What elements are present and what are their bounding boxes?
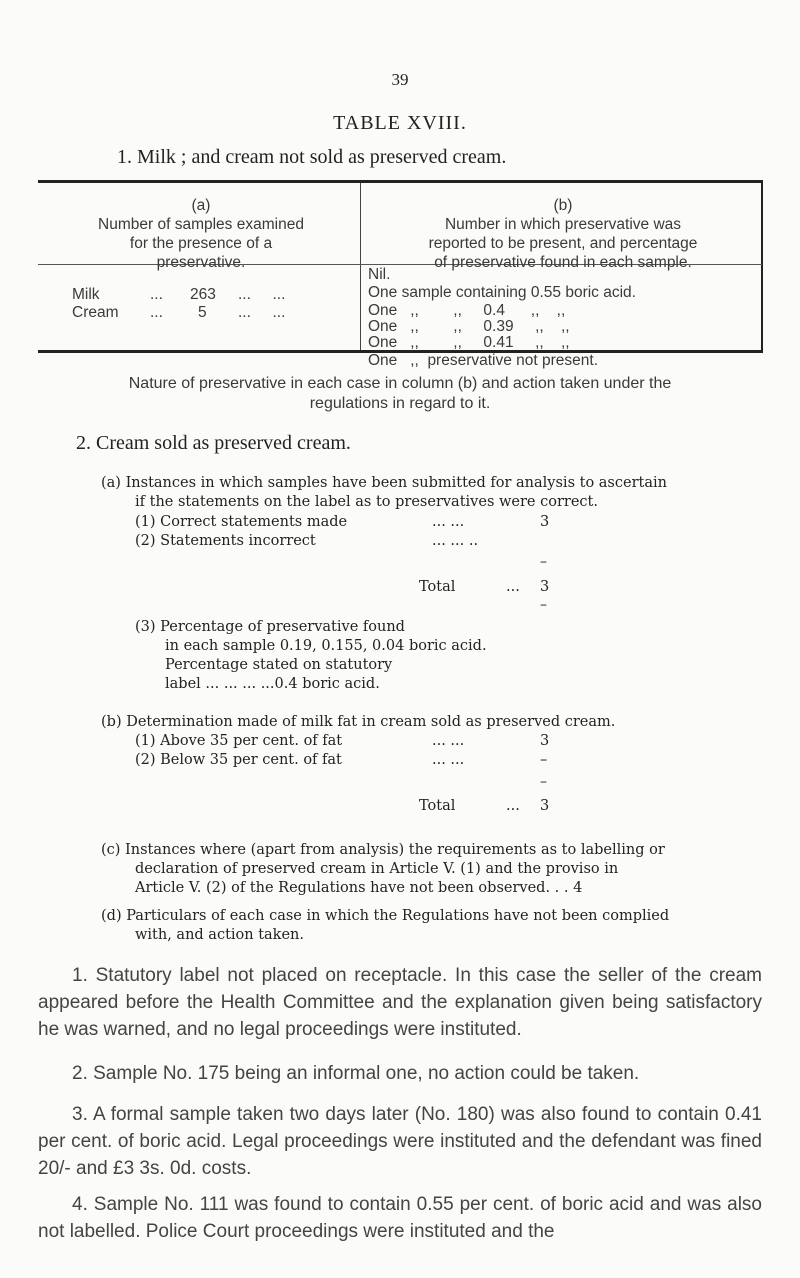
item-b2-dots: ... ...: [432, 752, 465, 768]
section2-heading: 2. Cream sold as preserved cream.: [76, 432, 351, 454]
row-milk-dots: ...: [150, 286, 163, 303]
row-b-4: One ,, ,, 0.41 ,, ,,: [368, 334, 570, 351]
item-b1-value: 3: [540, 733, 550, 749]
item-a3: (3) Percentage of preservative found in each sample 0.19, 0.155, 0.04 boric acid. Percentage stated on statutory label ... ... ... ...0.4 boric acid.: [135, 619, 487, 692]
row-b-1: One sample containing 0.55 boric acid.: [368, 284, 636, 301]
row-cream-label: Cream: [72, 304, 119, 321]
item-a-total-label: Total: [419, 579, 456, 595]
paragraph-3: 3. A formal sample taken two days later (No. 180) was also found to contain 0.41 per cent. of boric acid. Legal proceedings were instituted and the defendant was fined 20/- and £3 3s. 0d. costs.: [38, 1104, 762, 1179]
row-cream-dots: ...: [150, 304, 163, 321]
item-b-total-dots: ...: [506, 798, 520, 814]
row-cream-value: 5: [198, 304, 207, 321]
item-b-total-label: Total: [419, 798, 456, 814]
item-a1-label: (1) Correct statements made: [135, 514, 348, 530]
item-b2-value: –: [540, 752, 548, 768]
row-b-2: One ,, ,, 0.4 ,, ,,: [368, 302, 566, 319]
item-a1-dots: ... ...: [432, 514, 465, 530]
row-cream-trail: ... ...: [238, 304, 286, 321]
row-b-0: Nil.: [368, 266, 391, 283]
item-a-total-dots: ...: [506, 579, 520, 595]
table-title: TABLE XVIII.: [333, 112, 467, 134]
page-number: 39: [391, 70, 409, 89]
sum-rule-a-top: –: [540, 554, 547, 570]
item-a1-value: 3: [540, 514, 550, 530]
item-b1-dots: ... ...: [432, 733, 465, 749]
item-b: (b) Determination made of milk fat in cream sold as preserved cream.: [101, 714, 616, 730]
item-b1-label: (1) Above 35 per cent. of fat: [135, 733, 343, 749]
item-c: (c) Instances where (apart from analysis) the requirements as to labelling or declaration of preserved cream in Article V. (1) and the proviso in Article V. (2) of the Regulations have not been observed. . . 4: [101, 842, 665, 896]
item-b2-label: (2) Below 35 per cent. of fat: [135, 752, 342, 768]
paragraph-4: 4. Sample No. 111 was found to contain 0.55 per cent. of boric acid and was also not labelled. Police Court proceedings were instituted and the: [38, 1194, 762, 1242]
table-right-rule: [761, 180, 763, 353]
row-milk-trail: ... ...: [238, 286, 286, 303]
table-column-divider: [360, 183, 361, 350]
section1-heading: 1. Milk ; and cream not sold as preserved cream.: [117, 146, 507, 168]
sum-rule-a-bottom: –: [540, 597, 547, 613]
item-b-total-value: 3: [540, 798, 550, 814]
preservative-table: [38, 180, 762, 354]
table-top-rule: [38, 180, 762, 183]
row-milk-value: 263: [190, 286, 216, 303]
col-a-header: (a) Number of samples examined for the presence of a preservative.: [98, 197, 304, 271]
paragraph-1: 1. Statutory label not placed on receptacle. In this case the seller of the cream appeared before the Health Committee and the explanation given being satisfactory he was warned, and no legal proceedings were instituted.: [38, 965, 762, 1040]
col-b-header: (b) Number in which preservative was reported to be present, and percentage of preservative found in each sample.: [428, 197, 698, 271]
paragraph-2: 2. Sample No. 175 being an informal one, no action could be taken.: [72, 1063, 640, 1084]
item-a: (a) Instances in which samples have been submitted for analysis to ascertain if the statements on the label as to preservatives were correct.: [101, 475, 667, 510]
item-a2-dots: ... ... ..: [432, 533, 479, 549]
item-a2-label: (2) Statements incorrect: [135, 533, 316, 549]
sum-rule-b-top: –: [540, 774, 547, 790]
item-a-total-value: 3: [540, 579, 550, 595]
row-milk-label: Milk: [72, 286, 100, 303]
table-note: Nature of preservative in each case in column (b) and action taken under the regulations in regard to it.: [128, 375, 672, 412]
item-d: (d) Particulars of each case in which the Regulations have not been complied with, and action taken.: [101, 908, 670, 943]
row-b-3: One ,, ,, 0.39 ,, ,,: [368, 318, 570, 335]
row-b-5: One ,, preservative not present.: [368, 352, 599, 369]
